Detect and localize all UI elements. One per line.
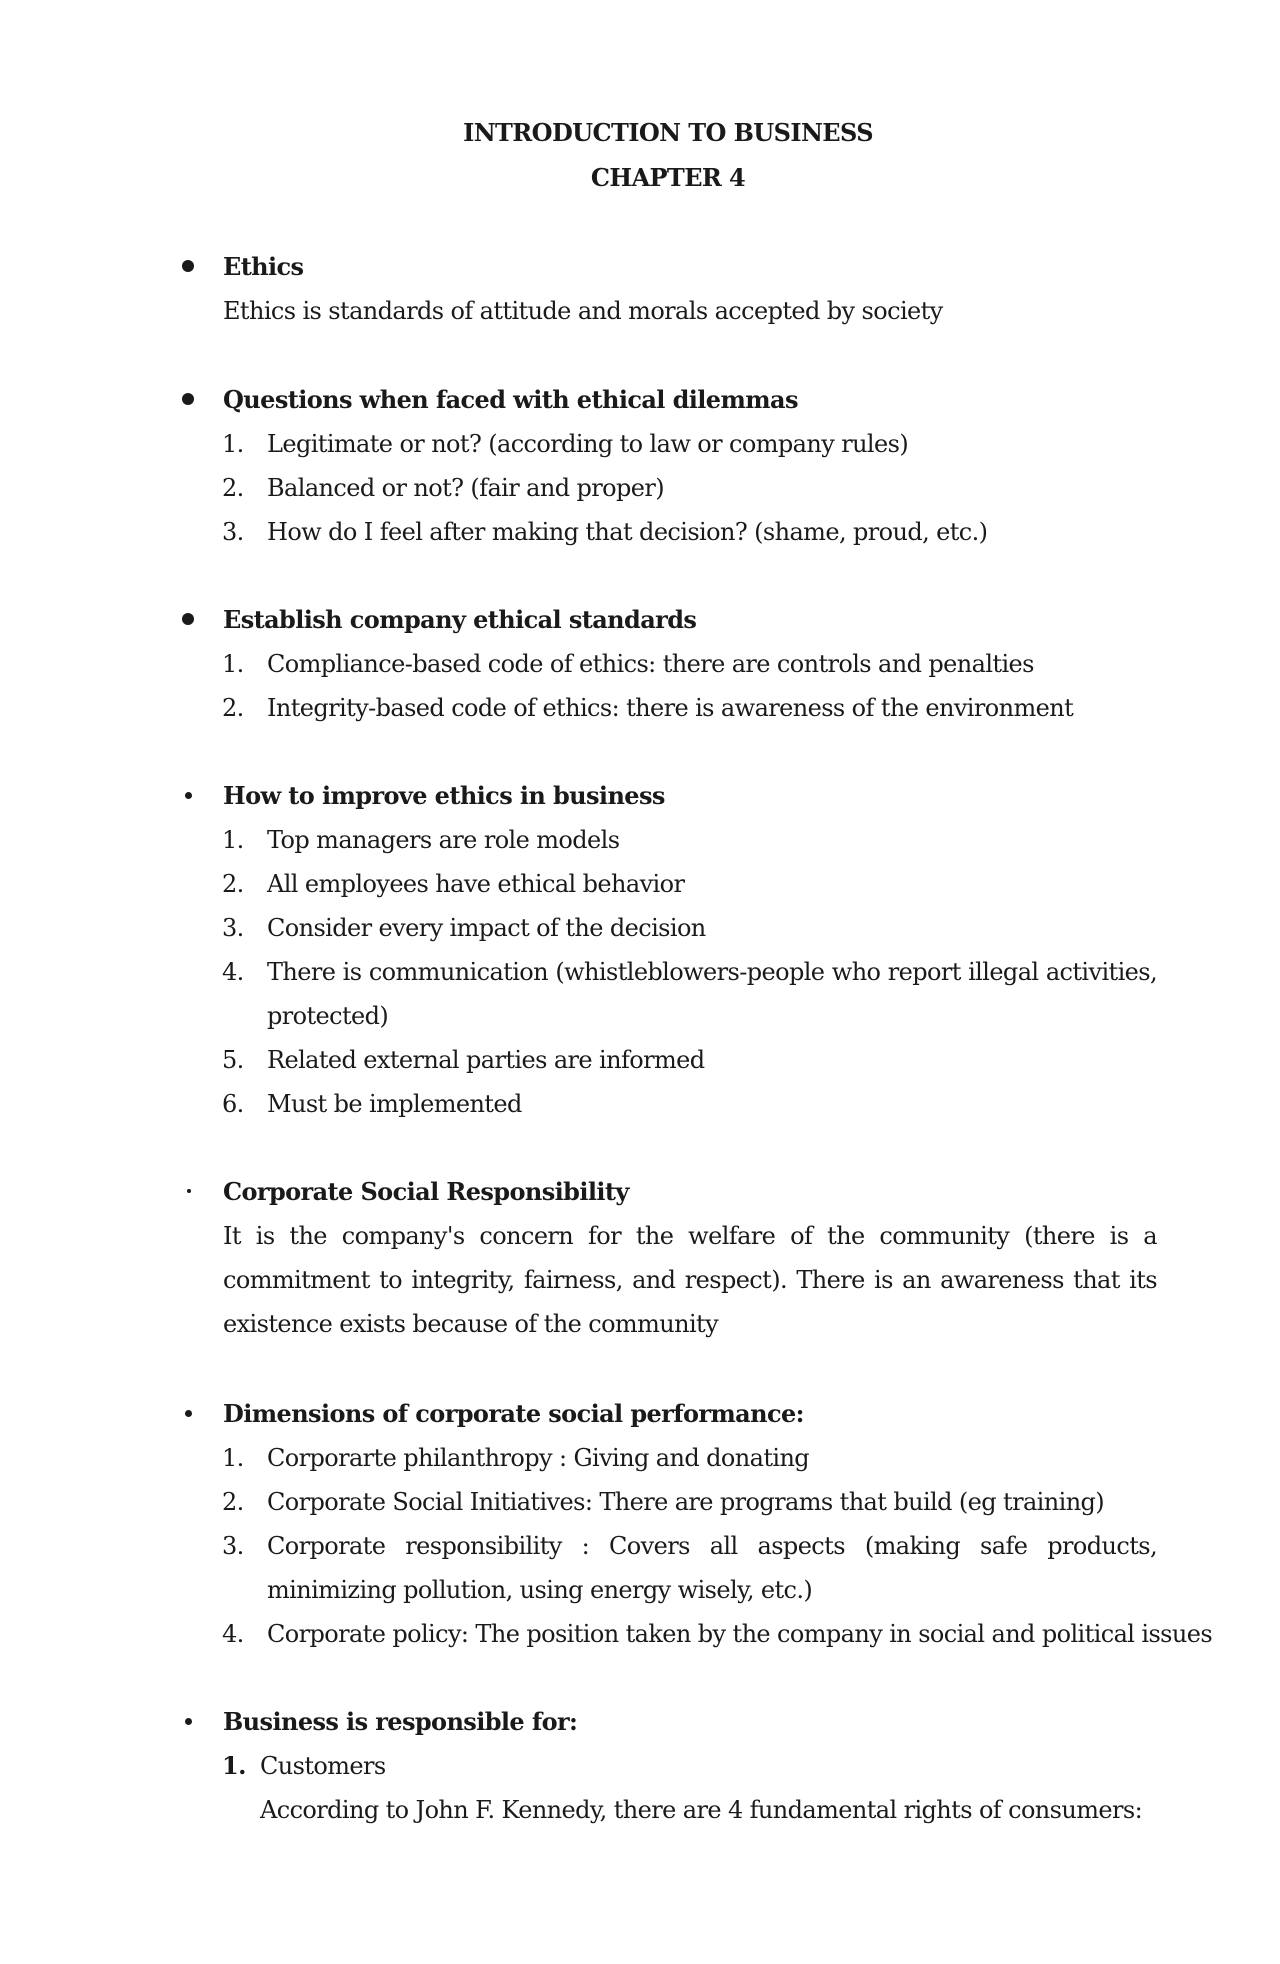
section-heading-dimensions: Dimensions of corporate social performance: bbox=[223, 1399, 804, 1428]
section-heading-ethics: Ethics bbox=[223, 252, 304, 281]
document-title: INTRODUCTION TO BUSINESS bbox=[463, 118, 873, 147]
bullet-icon bbox=[185, 1718, 192, 1725]
bullet-icon bbox=[185, 1410, 192, 1417]
section-heading-responsible: Business is responsible for: bbox=[223, 1707, 578, 1736]
list-item: Must be implemented bbox=[267, 1090, 522, 1118]
list-item: Compliance-based code of ethics: there are controls and penalties bbox=[267, 650, 1034, 678]
list-item-customers: Customers bbox=[260, 1752, 386, 1780]
chapter-heading: CHAPTER 4 bbox=[590, 163, 746, 192]
list-number: 1. bbox=[222, 826, 244, 854]
section-heading-improve-ethics: How to improve ethics in business bbox=[223, 781, 665, 810]
list-number: 1. bbox=[222, 1751, 246, 1780]
list-item: How do I feel after making that decision? (shame, proud, etc.) bbox=[267, 518, 988, 546]
list-item: Top managers are role models bbox=[267, 826, 620, 854]
bullet-icon bbox=[182, 260, 194, 272]
bullet-icon bbox=[187, 1189, 191, 1193]
list-number: 2. bbox=[222, 694, 244, 722]
list-item: Corporarte philanthropy : Giving and donating bbox=[267, 1444, 810, 1472]
list-number: 1. bbox=[222, 1444, 244, 1472]
list-item: Consider every impact of the decision bbox=[267, 914, 706, 942]
list-item: Legitimate or not? (according to law or company rules) bbox=[267, 430, 909, 458]
list-number: 1. bbox=[222, 650, 244, 678]
list-number: 6. bbox=[222, 1090, 244, 1118]
list-item: Related external parties are informed bbox=[267, 1046, 705, 1074]
list-number: 2. bbox=[222, 1488, 244, 1516]
bullet-icon bbox=[185, 792, 192, 799]
bullet-icon bbox=[182, 613, 194, 625]
ethics-definition: Ethics is standards of attitude and morals accepted by society bbox=[223, 297, 943, 325]
list-item: Corporate responsibility : Covers all aspects (making safe products, minimizing pollution, using energy wisely, etc.) bbox=[267, 1532, 1157, 1604]
list-number: 2. bbox=[222, 474, 244, 502]
list-item: Corporate Social Initiatives: There are programs that build (eg training) bbox=[267, 1488, 1105, 1516]
list-number: 1. bbox=[222, 430, 244, 458]
list-item: Corporate policy: The position taken by the company in social and political issues bbox=[267, 1620, 1213, 1648]
list-number: 4. bbox=[222, 958, 244, 986]
list-number: 3. bbox=[222, 518, 244, 546]
list-number: 2. bbox=[222, 870, 244, 898]
section-heading-csr: Corporate Social Responsibility bbox=[223, 1177, 629, 1206]
customers-note: According to John F. Kennedy, there are 4 fundamental rights of consumers: bbox=[260, 1796, 1143, 1824]
csr-definition: It is the company's concern for the welfare of the community (there is a commitment to integrity, fairness, and respect). There is an awareness that its existence exists because of the community bbox=[223, 1222, 1157, 1338]
bullet-icon bbox=[182, 393, 194, 405]
list-number: 3. bbox=[222, 1532, 244, 1560]
section-heading-dilemmas: Questions when faced with ethical dilemmas bbox=[223, 385, 798, 414]
list-item: All employees have ethical behavior bbox=[267, 870, 685, 898]
list-number: 3. bbox=[222, 914, 244, 942]
list-item: There is communication (whistleblowers-people who report illegal activities, protected) bbox=[267, 958, 1157, 1030]
list-item: Integrity-based code of ethics: there is awareness of the environment bbox=[267, 694, 1074, 722]
list-number: 5. bbox=[222, 1046, 244, 1074]
list-item: Balanced or not? (fair and proper) bbox=[267, 474, 664, 502]
section-heading-standards: Establish company ethical standards bbox=[223, 605, 697, 634]
list-number: 4. bbox=[222, 1620, 244, 1648]
